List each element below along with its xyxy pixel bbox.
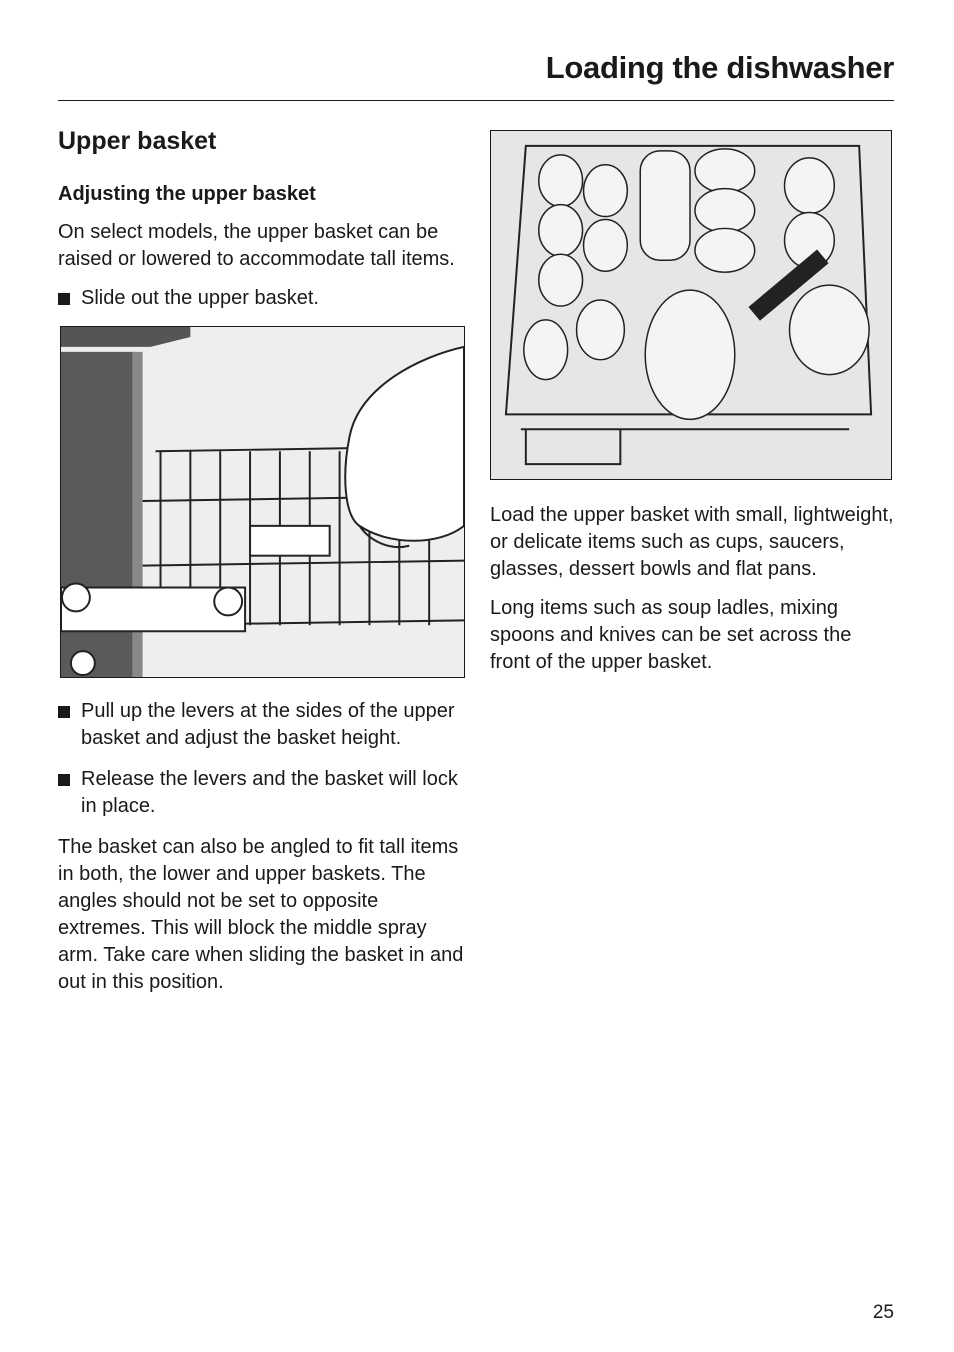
basket-lever-illustration — [60, 326, 465, 678]
header-rule — [58, 100, 894, 101]
basket-lever-drawing — [61, 327, 464, 677]
loaded-basket-drawing — [491, 131, 891, 479]
section-heading: Upper basket — [58, 127, 217, 155]
right-column — [490, 130, 894, 688]
bullet-text: Pull up the levers at the sides of the upper basket and adjust the basket height. — [81, 700, 455, 749]
bullet-text: Release the levers and the basket will lock in place. — [81, 768, 458, 817]
page-number: 25 — [872, 1302, 894, 1323]
intro-paragraph: On select models, the upper basket can be raised or lowered to accommodate tall items. — [58, 221, 455, 270]
bullet-item — [58, 766, 466, 820]
bullet-item — [58, 285, 466, 312]
bullet-square-icon — [58, 293, 70, 305]
load-paragraph: Load the upper basket with small, lightweight, or delicate items such as cups, saucers, glasses, dessert bowls and flat pans. — [490, 504, 894, 580]
long-items-paragraph: Long items such as soup ladles, mixing spoons and knives can be set across the front of the upper basket. — [490, 597, 852, 673]
subsection-heading: Adjusting the upper basket — [58, 183, 316, 205]
bullet-square-icon — [58, 706, 70, 718]
angle-note-paragraph: The basket can also be angled to fit tall items in both, the lower and upper baskets. The angles should not be set to opposite extremes. This will block the middle spray arm. Take care when sliding the basket in and out in this position. — [58, 836, 464, 993]
bullet-text: Slide out the upper basket. — [81, 287, 319, 309]
left-column — [58, 125, 466, 1008]
loaded-upper-basket-illustration — [490, 130, 892, 480]
page-title: Loading the dishwasher — [545, 50, 894, 85]
bullet-square-icon — [58, 774, 70, 786]
bullet-item — [58, 698, 466, 752]
